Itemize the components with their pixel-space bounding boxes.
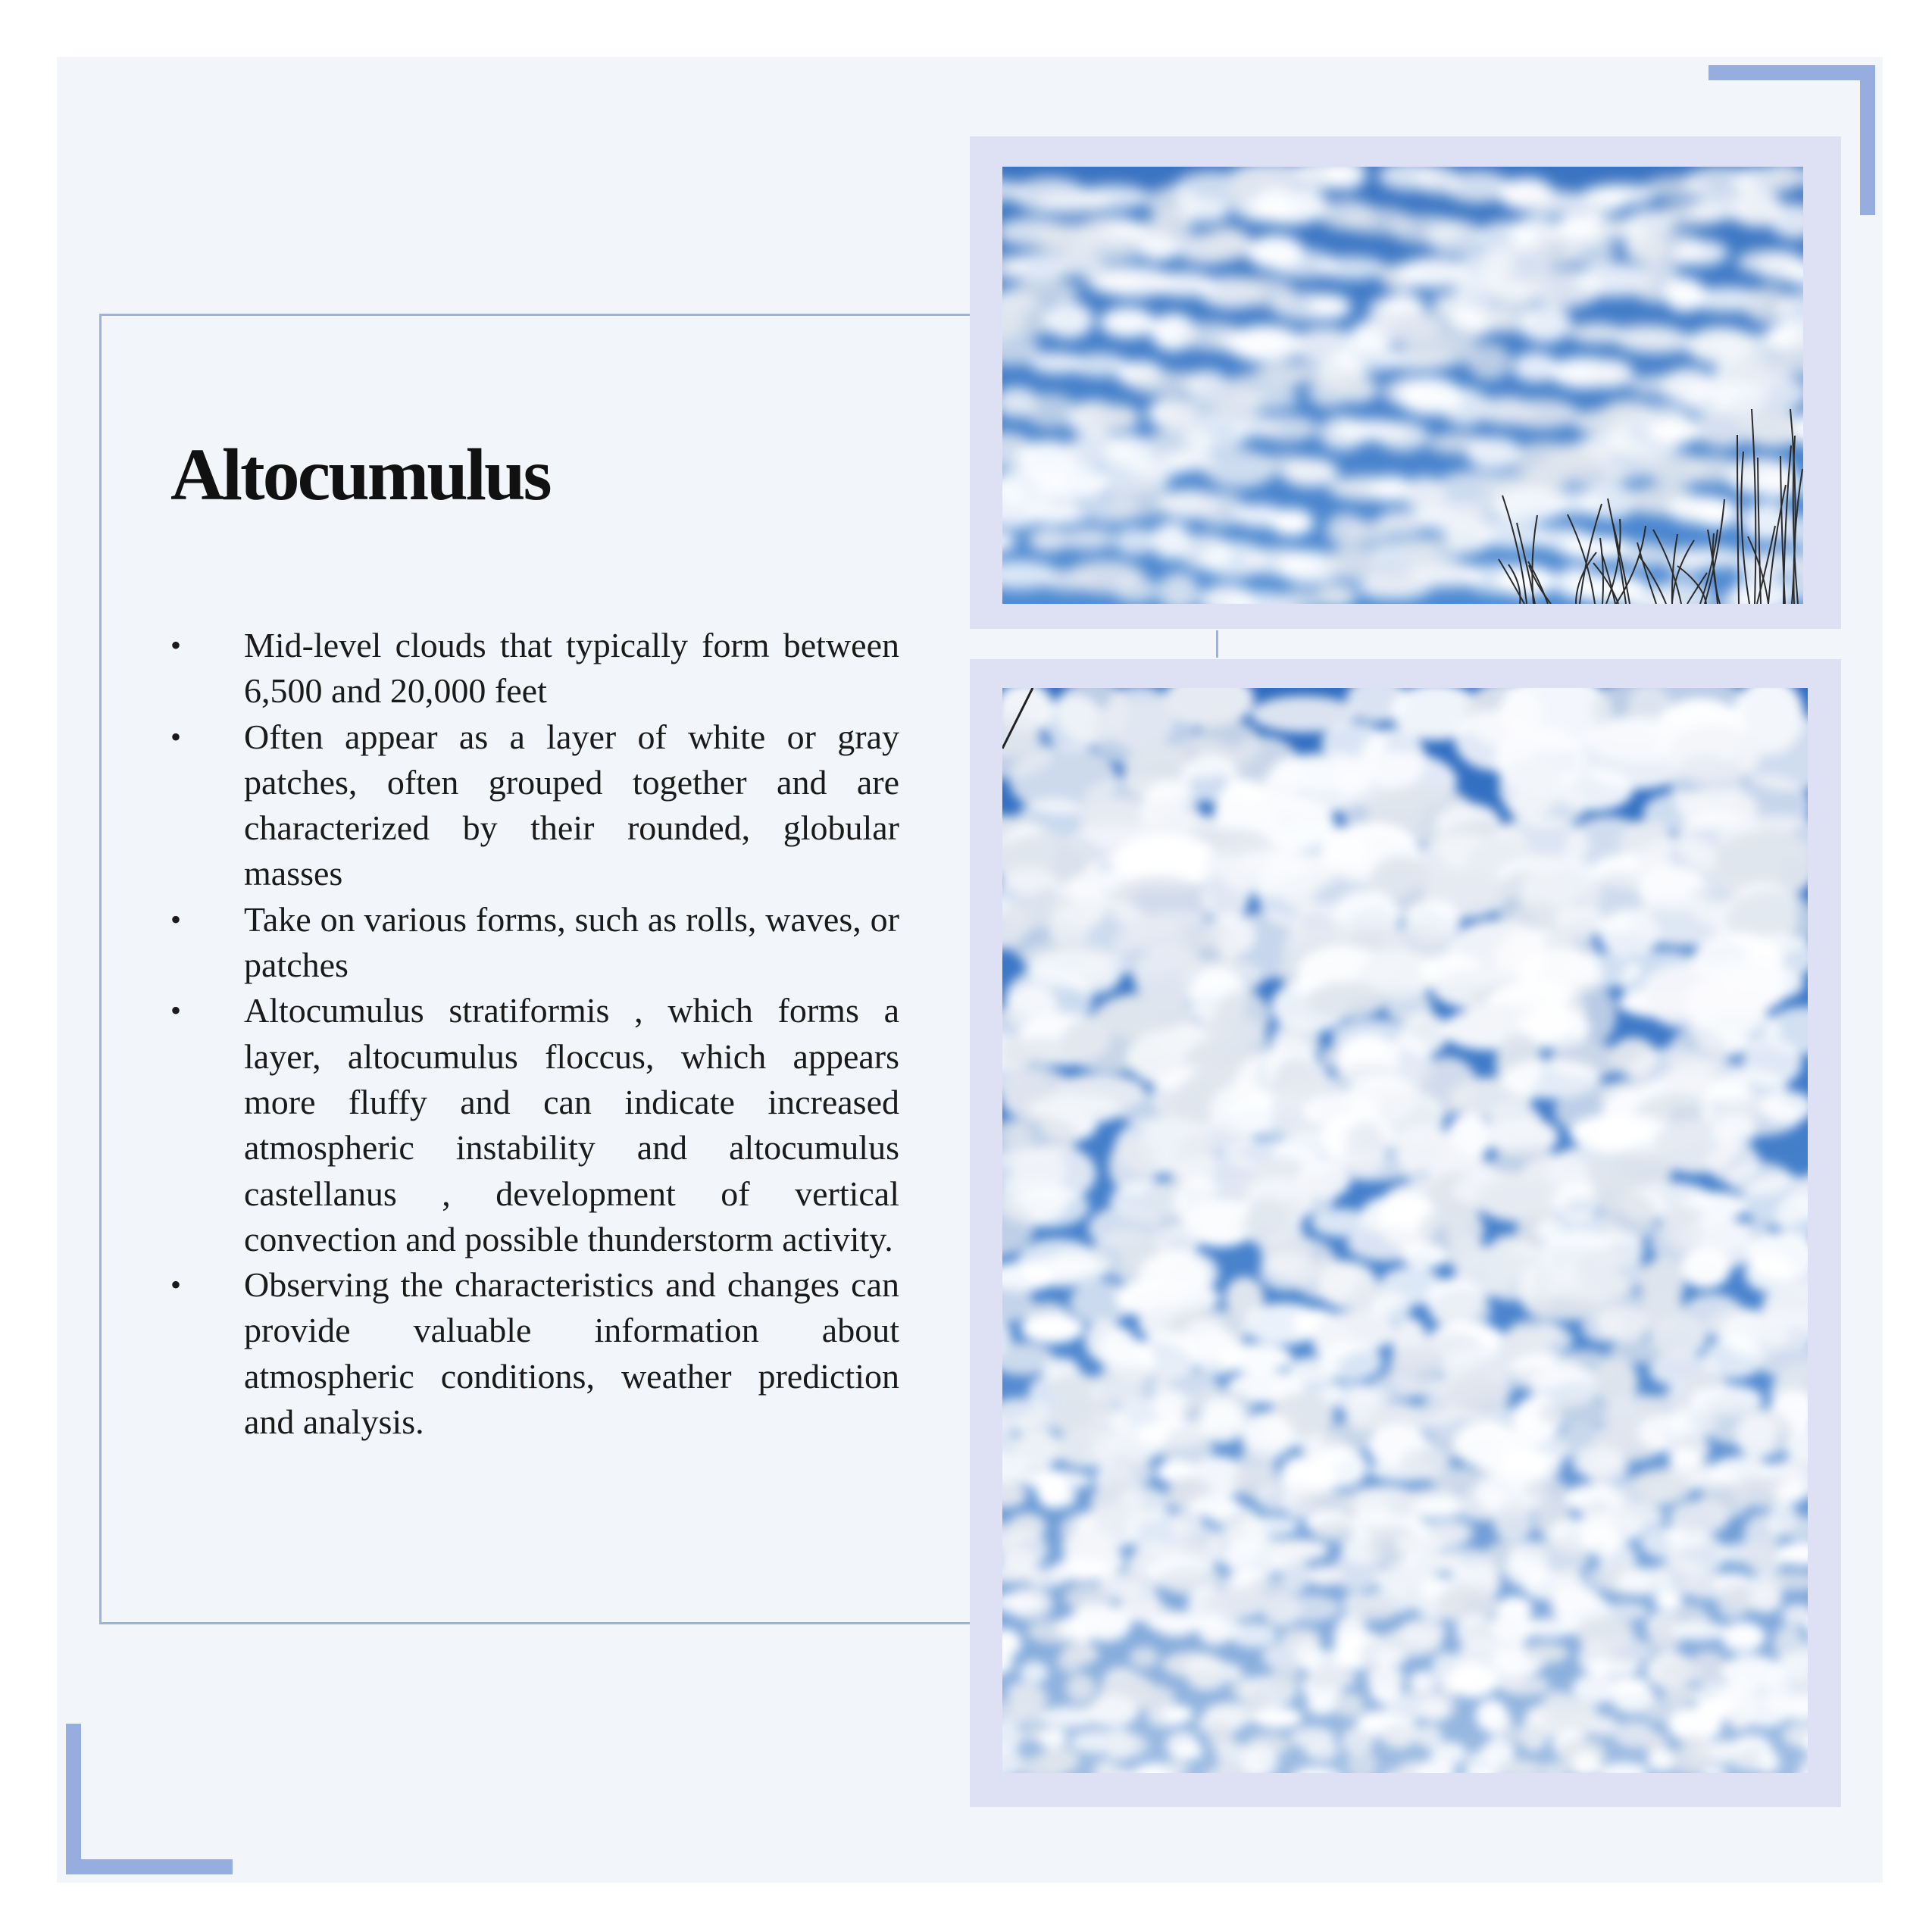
bullet-text: Often appear as a layer of white or gray patches, often grouped together and are characterized by their rounded, globular masses xyxy=(244,717,899,893)
frame-connector-line xyxy=(1216,630,1218,658)
bullet-dot-icon: • xyxy=(170,719,182,754)
bullet-item xyxy=(170,1262,899,1445)
bullet-item xyxy=(170,988,899,1262)
bullet-text: Mid-level clouds that typically form between 6,500 and 20,000 feet xyxy=(244,626,899,711)
bullet-item xyxy=(170,714,899,897)
corner-bracket-top-right-vertical xyxy=(1860,65,1875,215)
corner-bracket-bottom-left-horizontal xyxy=(66,1859,233,1874)
altocumulus-photo-top xyxy=(1002,167,1803,604)
altocumulus-photo-bottom xyxy=(1002,688,1808,1773)
bullet-list xyxy=(170,623,899,1445)
corner-bracket-bottom-left xyxy=(66,1724,81,1874)
bullet-item xyxy=(170,623,899,714)
bullet-dot-icon: • xyxy=(170,628,182,662)
bullet-text: Altocumulus stratiformis , which forms a layer, altocumulus floccus, which appears more fluffy and can indicate increased atmospheric instability and altocumulus castellanus , development of vertical convection and possible thunderstorm activity. xyxy=(244,991,899,1258)
bullet-text: Take on various forms, such as rolls, waves, or patches xyxy=(244,899,899,985)
bullet-dot-icon: • xyxy=(170,902,182,936)
corner-bracket-top-right xyxy=(1708,65,1875,80)
bullet-dot-icon: • xyxy=(170,1268,182,1302)
bullet-dot-icon: • xyxy=(170,993,182,1028)
bullet-text: Observing the characteristics and changes can provide valuable information about atmospheric conditions, weather prediction and analysis. xyxy=(244,1265,899,1442)
bullet-item xyxy=(170,897,899,989)
slide-title: Altocumulus xyxy=(170,434,550,516)
